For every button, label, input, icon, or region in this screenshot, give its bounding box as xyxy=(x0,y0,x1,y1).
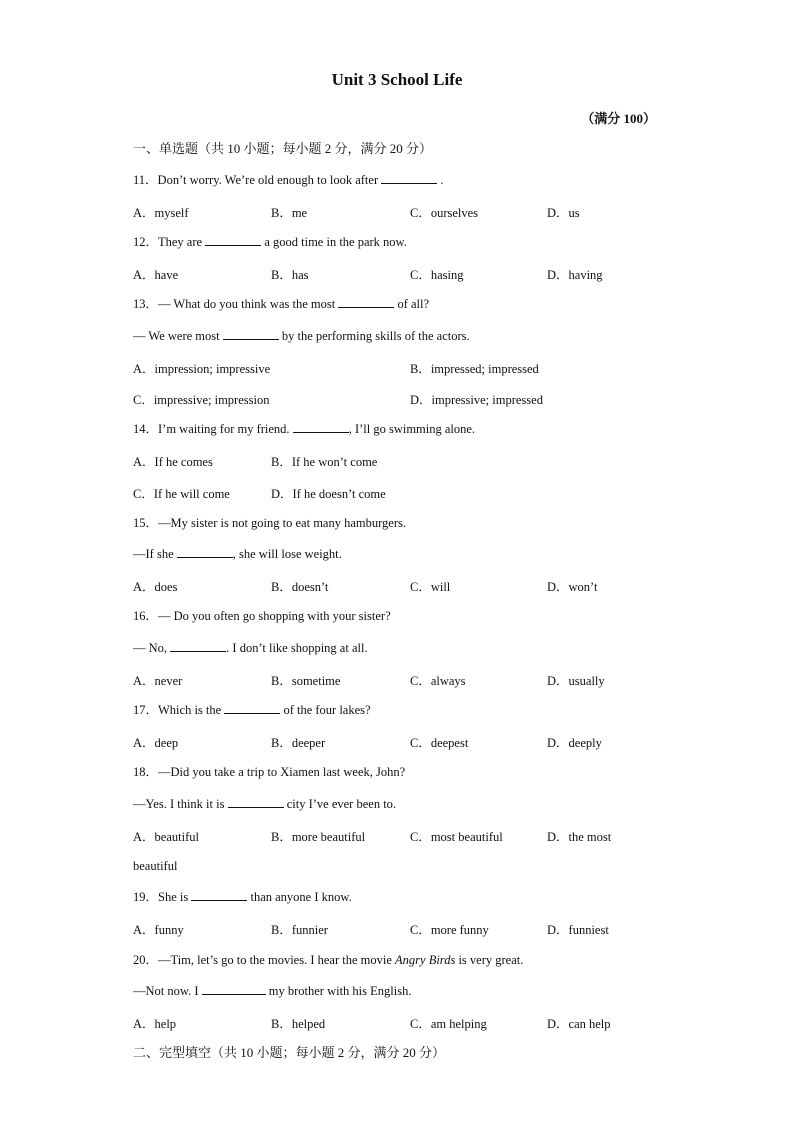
option-b[interactable]: B．funnier xyxy=(271,923,328,937)
option-a[interactable]: A．beautiful xyxy=(133,830,199,844)
question-13-options-row-2 xyxy=(133,390,673,406)
answer-blank xyxy=(177,546,233,558)
option-a[interactable]: A．help xyxy=(133,1017,177,1031)
option-a[interactable]: A．never xyxy=(133,674,183,688)
question-14-options-row-1 xyxy=(133,452,673,468)
question-15-reply: —If she , she will lose weight. xyxy=(133,547,342,561)
question-13-reply: — We were most by the performing skills of the actors. xyxy=(133,329,470,343)
option-d[interactable]: D．funniest xyxy=(547,923,609,937)
answer-blank xyxy=(338,296,394,308)
option-d[interactable]: D．can help xyxy=(547,1017,611,1031)
option-b[interactable]: B．me xyxy=(271,206,308,220)
question-13-options-row-1 xyxy=(133,359,673,375)
answer-blank xyxy=(224,702,280,714)
section-heading-single-choice: 一、单选题（共 10 小题；每小题 2 分，满分 20 分） xyxy=(133,141,433,156)
movie-title: Angry Birds xyxy=(395,953,456,967)
option-d[interactable]: D．deeply xyxy=(547,736,602,750)
option-d[interactable]: D．us xyxy=(547,206,580,220)
answer-blank xyxy=(202,983,266,995)
option-d[interactable]: D．usually xyxy=(547,674,605,688)
option-d[interactable]: D．impressive; impressed xyxy=(410,393,543,407)
section-heading-cloze: 二、完型填空（共 10 小题；每小题 2 分，满分 20 分） xyxy=(133,1045,446,1060)
option-a[interactable]: A．deep xyxy=(133,736,179,750)
question-19-options xyxy=(133,920,673,936)
question-18-reply: —Yes. I think it is city I’ve ever been to. xyxy=(133,797,397,811)
full-score-label: （满分 100） xyxy=(581,111,656,126)
option-d[interactable]: D．the most xyxy=(547,830,612,844)
option-c[interactable]: C．If he will come xyxy=(133,487,230,501)
question-16-stem: 16．— Do you often go shopping with your sister? xyxy=(133,609,391,623)
question-11-stem: 11．Don’t worry. We’re old enough to look after . xyxy=(133,173,444,187)
option-b[interactable]: B．sometime xyxy=(271,674,341,688)
option-b[interactable]: B．has xyxy=(271,268,309,282)
answer-blank xyxy=(205,234,261,246)
question-18-option-d-wrap: beautiful xyxy=(133,859,178,873)
option-b[interactable]: B．If he won’t come xyxy=(271,455,378,469)
option-c[interactable]: C．ourselves xyxy=(410,206,479,220)
answer-blank xyxy=(223,328,279,340)
option-c[interactable]: C．most beautiful xyxy=(410,830,503,844)
answer-blank xyxy=(293,421,349,433)
answer-blank xyxy=(191,889,247,901)
option-d[interactable]: D．If he doesn’t come xyxy=(271,487,386,501)
option-d[interactable]: D．won’t xyxy=(547,580,598,594)
question-17-options xyxy=(133,733,673,749)
question-18-stem: 18．—Did you take a trip to Xiamen last week, John? xyxy=(133,765,406,779)
page-title: Unit 3 School Life xyxy=(331,70,463,89)
option-a[interactable]: A．does xyxy=(133,580,178,594)
option-c[interactable]: C．will xyxy=(410,580,451,594)
question-17-stem: 17．Which is the of the four lakes? xyxy=(133,703,371,717)
option-c[interactable]: C．deepest xyxy=(410,736,469,750)
question-13-stem: 13．— What do you think was the most of all? xyxy=(133,297,430,311)
option-c[interactable]: C．always xyxy=(410,674,466,688)
option-b[interactable]: B．doesn’t xyxy=(271,580,329,594)
option-b[interactable]: B．deeper xyxy=(271,736,326,750)
answer-blank xyxy=(170,640,226,652)
option-c[interactable]: C．more funny xyxy=(410,923,489,937)
option-c[interactable]: C．hasing xyxy=(410,268,464,282)
question-20-options xyxy=(133,1014,673,1030)
answer-blank xyxy=(228,796,284,808)
option-b[interactable]: B．more beautiful xyxy=(271,830,366,844)
option-a[interactable]: A．have xyxy=(133,268,179,282)
question-20-stem: 20．—Tim, let’s go to the movies. I hear the movie Angry Birds is very great. xyxy=(133,953,524,967)
question-14-options-row-2 xyxy=(133,484,673,500)
question-15-stem: 15．—My sister is not going to eat many hamburgers. xyxy=(133,516,407,530)
option-b[interactable]: B．helped xyxy=(271,1017,326,1031)
option-a[interactable]: A．If he comes xyxy=(133,455,213,469)
question-12-options xyxy=(133,265,673,281)
question-16-reply: — No, . I don’t like shopping at all. xyxy=(133,641,368,655)
answer-blank xyxy=(381,172,437,184)
option-a[interactable]: A．impression; impressive xyxy=(133,362,271,376)
question-18-options xyxy=(133,827,673,843)
question-20-reply: —Not now. I my brother with his English. xyxy=(133,984,412,998)
question-15-options xyxy=(133,577,673,593)
option-c[interactable]: C．impressive; impression xyxy=(133,393,270,407)
option-a[interactable]: A．funny xyxy=(133,923,184,937)
option-c[interactable]: C．am helping xyxy=(410,1017,487,1031)
question-12-stem: 12．They are a good time in the park now. xyxy=(133,235,407,249)
question-11-options xyxy=(133,203,673,219)
option-d[interactable]: D．having xyxy=(547,268,603,282)
option-a[interactable]: A．myself xyxy=(133,206,189,220)
option-b[interactable]: B．impressed; impressed xyxy=(410,362,539,376)
question-14-stem: 14．I’m waiting for my friend. , I’ll go swimming alone. xyxy=(133,422,476,436)
question-19-stem: 19．She is than anyone I know. xyxy=(133,890,352,904)
question-16-options xyxy=(133,671,673,687)
